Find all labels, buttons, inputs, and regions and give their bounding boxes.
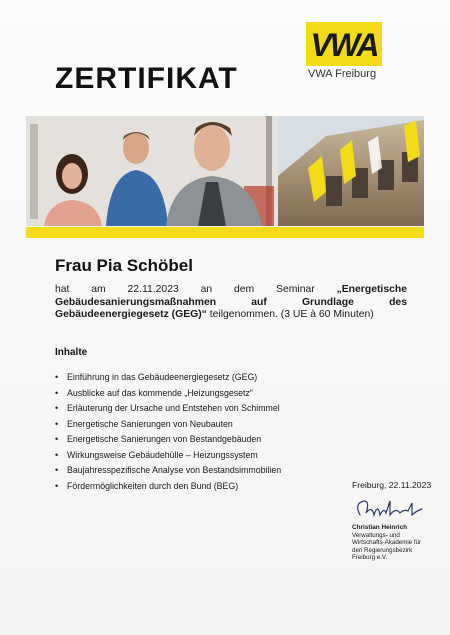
list-item: • Einführung in das Gebäudeenergiegesetz (GEG) bbox=[55, 372, 258, 382]
list-item: • Ausblicke auf das kommende „Heizungsgesetz“ bbox=[55, 387, 253, 398]
page-title: ZERTIFIKAT bbox=[55, 62, 238, 95]
list-item: • Fördermöglichkeiten durch den Bund (BEG) bbox=[55, 480, 239, 491]
intro-part1: hat am 22.11.2023 an dem Seminar bbox=[55, 284, 337, 295]
list-item: • Energetische Sanierungen von Bestandgebäuden bbox=[55, 434, 262, 444]
bullet-icon: • bbox=[55, 372, 59, 382]
bullet-icon: • bbox=[55, 449, 59, 460]
bullet-icon: • bbox=[55, 403, 59, 413]
list-item: • Erläuterung der Ursache und Entstehen von Schimmel bbox=[55, 403, 280, 413]
list-item: • Energetische Sanierungen von Neubauten bbox=[55, 418, 233, 429]
photo-banner bbox=[26, 116, 424, 226]
bullet-icon: • bbox=[55, 434, 59, 444]
yellow-accent-bar bbox=[26, 227, 424, 238]
list-item: • Wirkungsweise Gebäudehülle – Heizungssystem bbox=[55, 449, 258, 460]
contents-list bbox=[55, 372, 305, 496]
bullet-icon: • bbox=[55, 480, 59, 491]
intro-part2: teilgenommen. (3 UE à 60 Minuten) bbox=[206, 309, 374, 321]
intro-text bbox=[55, 284, 407, 322]
signer-name: Christian Heinrich bbox=[352, 524, 408, 531]
logo-mark: VWA bbox=[310, 27, 378, 63]
place-date: Freiburg, 22.11.2023 bbox=[352, 480, 432, 490]
signer-organization: Verwaltungs- und Wirtschafts-Akademie für den Regierungsbezirk Freiburg e.V. bbox=[352, 532, 422, 561]
logo-subtitle: VWA Freiburg bbox=[308, 68, 377, 80]
list-item: • Baujahresspezifische Analyse von Bestandsimmobilien bbox=[55, 465, 282, 475]
bullet-icon: • bbox=[55, 418, 59, 429]
handwritten-signature bbox=[350, 495, 430, 525]
contents-heading: Inhalte bbox=[55, 347, 88, 358]
seminar-title: „Energetische Gebäudesanierungsmaßnahmen auf Grundlage des Gebäudeenergiegesetz (GEG)“ bbox=[55, 284, 407, 321]
bullet-icon: • bbox=[55, 387, 59, 398]
recipient-name: Frau Pia Schöbel bbox=[55, 256, 193, 275]
bullet-icon: • bbox=[55, 465, 59, 475]
vwa-logo bbox=[306, 22, 382, 66]
building-photo bbox=[278, 116, 424, 226]
